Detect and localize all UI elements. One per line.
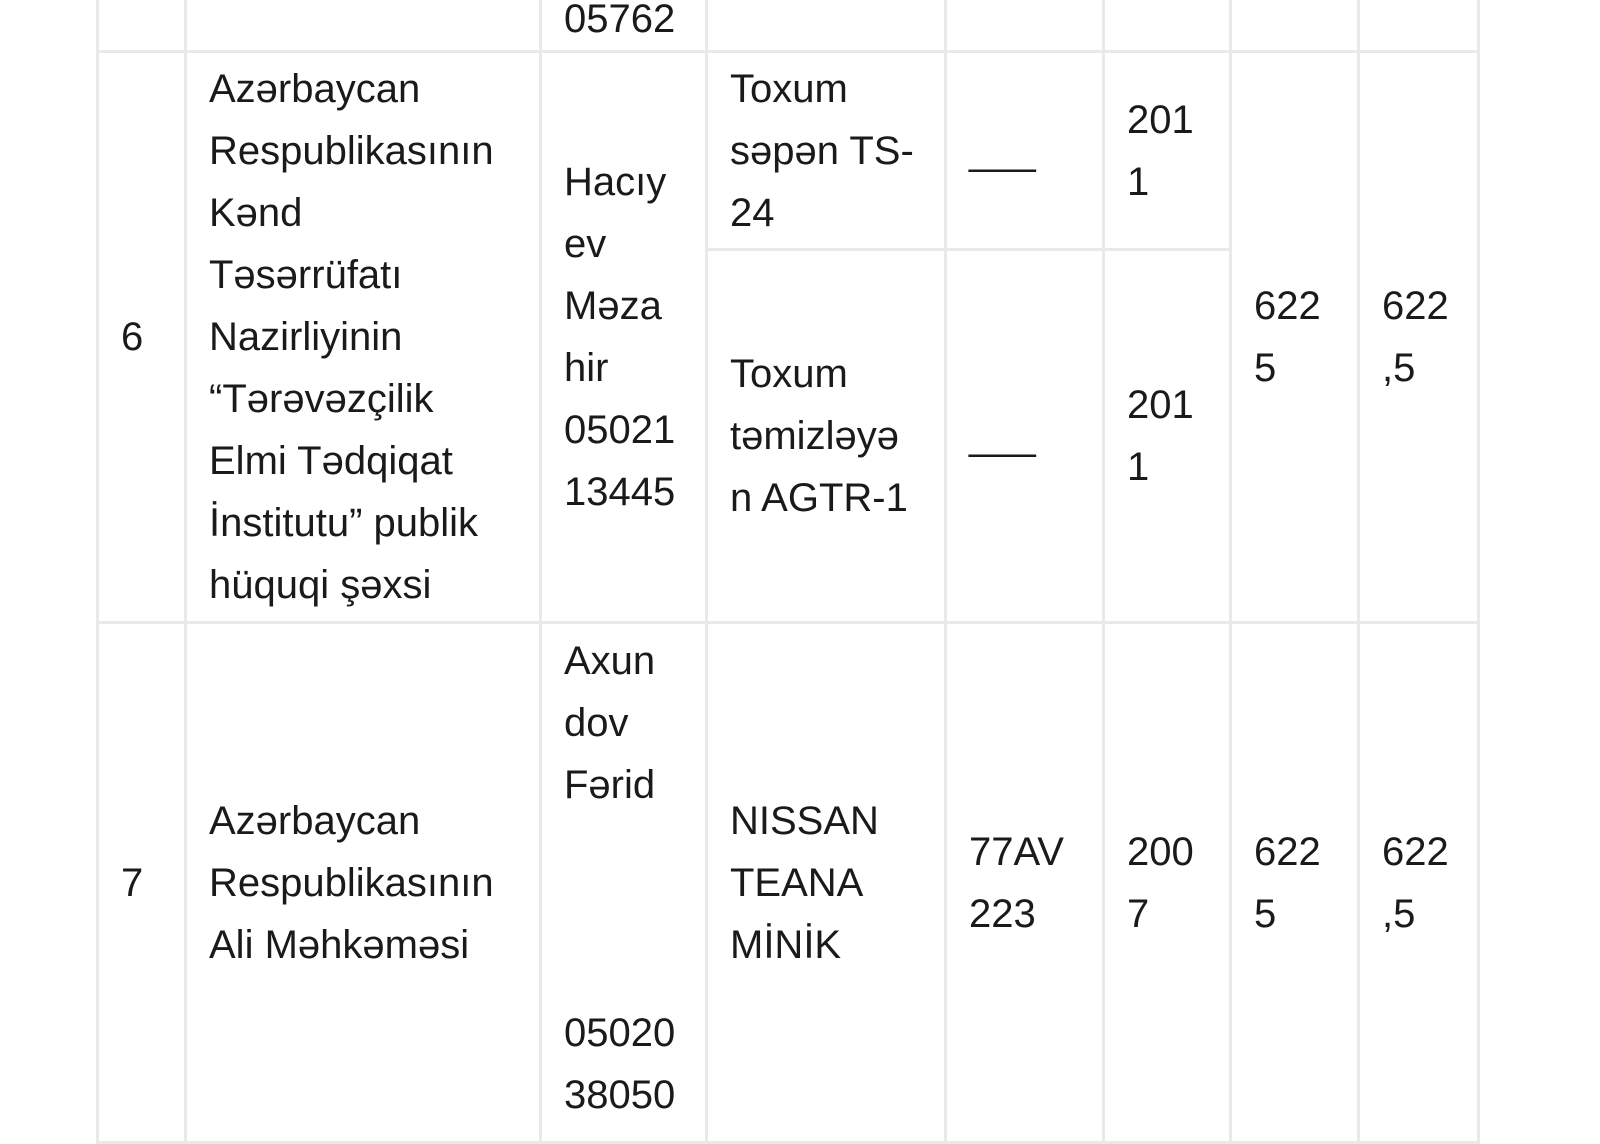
person-name: Axun dov Fərid [564,639,656,807]
phone-number: 05762 [564,0,676,41]
organization-cell: Azərbaycan Respublikasının Kənd Təsərrüfatı Nazirliyinin “Tərəvəzçilik Elmi Tədqiqat İnstitutu” publik hüquqi şəxsi [186,52,541,623]
value-cell [1359,0,1479,52]
equipment-cell [707,0,946,52]
plate-cell: ___ [946,52,1104,250]
table-row [98,0,1479,52]
row-number-cell: 7 [98,623,186,1143]
row-number-cell [98,0,186,52]
organization-cell: Azərbaycan Respublikasının Ali Məhkəməsi [186,623,541,1143]
year-cell: 201 1 [1104,52,1231,250]
person-cell: Hacıy ev Məza hir 05021 13445 [541,52,707,623]
year-cell: 201 1 [1104,250,1231,623]
phone-number: 05020 38050 [564,1011,676,1117]
year-cell: 200 7 [1104,623,1231,1143]
value-cell: 622 ,5 [1359,52,1479,623]
person-cell [541,623,707,1143]
table-row [98,52,1479,250]
value-cell [1231,0,1359,52]
value-cell: 622 5 [1231,623,1359,1143]
plate-cell: ___ [946,250,1104,623]
value-cell: 622 5 [1231,52,1359,623]
person-cell [541,0,707,52]
plate-cell [946,0,1104,52]
value-cell: 622 ,5 [1359,623,1479,1143]
year-cell [1104,0,1231,52]
equipment-cell: NISSAN TEANA MİNİK [707,623,946,1143]
plate-cell: 77AV 223 [946,623,1104,1143]
row-number-cell: 6 [98,52,186,623]
vehicle-register-table [96,0,1480,1144]
equipment-cell: Toxum təmizləyə n AGTR-1 [707,250,946,623]
equipment-cell: Toxum səpən TS- 24 [707,52,946,250]
table-row [98,623,1479,1143]
organization-cell [186,0,541,52]
